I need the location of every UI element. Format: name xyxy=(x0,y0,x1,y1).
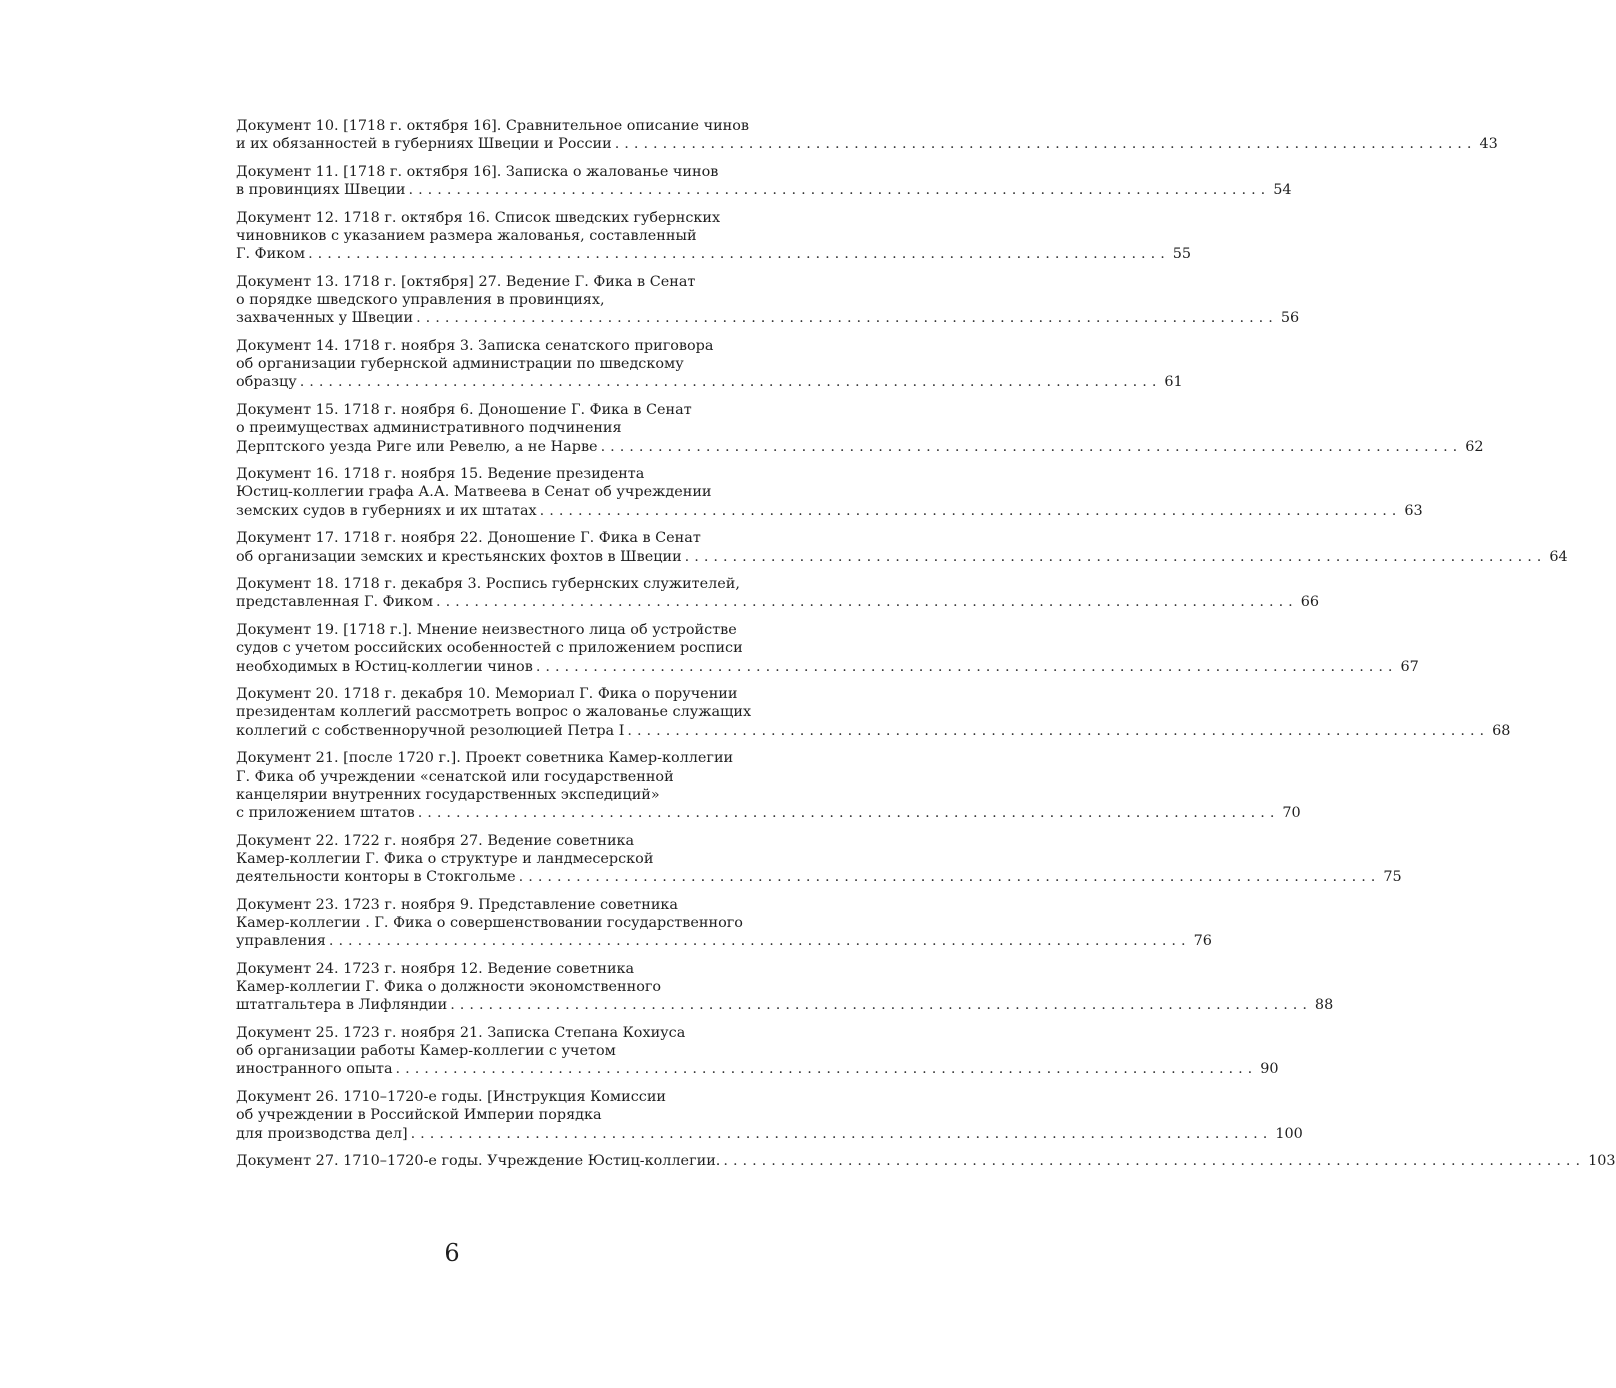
toc-entry-line: необходимых в Юстиц-коллегии чинов xyxy=(236,658,533,675)
toc-entry-last-line xyxy=(236,804,1301,822)
dot-leader: .......................................................................................... xyxy=(395,1061,1258,1078)
toc-entry-line: Камер-коллегии Г. Фика о должности экономственного xyxy=(236,979,662,996)
dot-leader: .......................................................................................... xyxy=(684,548,1547,565)
toc-entry-line: представленная Г. Фиком xyxy=(236,594,434,611)
toc-entry-line: Документ 18. 1718 г. декабря 3. Роспись губернских служителей, xyxy=(236,576,740,593)
dot-leader: .......................................................................................... xyxy=(417,805,1280,821)
toc-entry-line: Документ 24. 1723 г. ноября 12. Ведение советника xyxy=(236,960,635,977)
toc-entry-last-line xyxy=(236,373,1183,391)
toc-entry xyxy=(236,209,1192,264)
dot-leader: .......................................................................................... xyxy=(299,374,1162,391)
toc-entry-last-line xyxy=(236,593,1320,611)
toc-entry-line: судов с учетом российских особенностей с приложением росписи xyxy=(236,640,743,657)
dot-leader: .......................................................................................... xyxy=(723,1153,1586,1170)
toc-entry-line: иностранного опыта xyxy=(236,1061,393,1078)
dot-leader: .......................................................................................... xyxy=(416,310,1278,327)
toc-entry-line: Камер-коллегии Г. Фика о структуре и ландмесерской xyxy=(236,850,654,867)
toc-entry xyxy=(236,1088,1303,1143)
toc-entry-line: Документ 11. [1718 г. октября 16]. Записка о жалованье чинов xyxy=(236,163,719,180)
toc-entry-line: деятельности конторы в Стокгольме xyxy=(236,869,516,886)
toc-entry-line: Документ 13. 1718 г. [октября] 27. Ведение Г. Фика в Сенат xyxy=(236,273,696,290)
toc-entry-line: Дерптского уезда Риге или Ревелю, а не Нарве xyxy=(236,438,598,455)
toc-entry xyxy=(236,1152,1616,1170)
toc-entry xyxy=(236,117,1498,153)
toc-entry xyxy=(236,960,1334,1015)
toc-entry-page: 61 xyxy=(1164,374,1183,391)
dot-leader: .......................................................................................... xyxy=(614,136,1477,153)
dot-leader: .......................................................................................... xyxy=(410,1125,1273,1142)
toc-entry-line: Документ 22. 1722 г. ноября 27. Ведение советника xyxy=(236,832,635,849)
toc-entry-line: в провинциях Швеции xyxy=(236,182,406,199)
toc-entry-last-line xyxy=(236,1060,1279,1078)
toc-entry-page: 68 xyxy=(1492,722,1511,739)
toc-entry-line: с приложением штатов xyxy=(236,805,415,821)
toc-entry-line: Юстиц-коллегии графа А.А. Матвеева в Сенат об учреждении xyxy=(236,484,712,501)
toc-entry-line: Документ 26. 1710–1720-е годы. [Инструкция Комиссии xyxy=(236,1089,667,1106)
toc-entry xyxy=(236,163,1292,199)
toc-entry xyxy=(236,621,1419,676)
toc-entry-line: Г. Фика об учреждении «сенатской или государственной xyxy=(236,768,674,785)
toc-entry-line: о порядке шведского управления в провинциях, xyxy=(236,292,605,309)
toc-entry-page: 43 xyxy=(1479,136,1498,153)
toc-entry-line: захваченных у Швеции xyxy=(236,310,414,327)
toc-entry-page: 54 xyxy=(1273,182,1292,199)
toc-entry-line: образцу xyxy=(236,374,297,391)
toc-entry-last-line xyxy=(236,181,1292,199)
toc-entry xyxy=(236,749,1301,822)
dot-leader: .......................................................................................... xyxy=(328,933,1191,950)
toc-entry-line: Документ 20. 1718 г. декабря 10. Мемориал Г. Фика о поручении xyxy=(236,686,738,703)
toc-entry-line: об организации губернской администрации по шведскому xyxy=(236,356,684,373)
toc-entry-page: 90 xyxy=(1260,1061,1279,1078)
toc-entry-line: Камер-коллегии . Г. Фика о совершенствовании государственного xyxy=(236,915,743,932)
toc-entry-line: об учреждении в Российской Империи порядка xyxy=(236,1107,602,1124)
dot-leader: .......................................................................................... xyxy=(408,182,1271,199)
toc-entry xyxy=(236,337,1183,392)
dot-leader: .......................................................................................... xyxy=(450,997,1312,1014)
toc-entry xyxy=(236,273,1300,328)
toc-entry-line: Документ 17. 1718 г. ноября 22. Доношение Г. Фика в Сенат xyxy=(236,530,701,547)
toc-entry-line: Документ 16. 1718 г. ноября 15. Ведение президента xyxy=(236,466,645,483)
toc-entry-last-line xyxy=(236,1125,1303,1143)
toc-entry xyxy=(236,401,1484,456)
toc-entry-page: 100 xyxy=(1275,1125,1303,1142)
toc-entry-page: 88 xyxy=(1314,997,1334,1014)
toc-entry-page: 66 xyxy=(1300,594,1320,611)
toc-entry-page: 62 xyxy=(1465,438,1484,455)
toc-entry-line: об организации работы Камер-коллегии с учетом xyxy=(236,1043,616,1060)
toc-entry xyxy=(236,575,1320,611)
toc-entry-line: президентам коллегий рассмотреть вопрос о жалованье служащих xyxy=(236,704,752,721)
toc-entry-page: 67 xyxy=(1400,658,1419,675)
toc-entry-last-line xyxy=(236,932,1212,950)
toc-entry-page: 64 xyxy=(1549,548,1568,565)
dot-leader: .......................................................................................... xyxy=(436,594,1298,611)
toc-entry-line: для производства дел] xyxy=(236,1125,408,1142)
toc-entry xyxy=(236,685,1511,740)
toc-entry-line: Документ 21. [после 1720 г.]. Проект советника Камер-коллегии xyxy=(236,750,734,767)
toc-entry-page: 55 xyxy=(1172,246,1192,263)
table-of-contents xyxy=(236,117,1616,1180)
toc-entry xyxy=(236,465,1423,520)
toc-entry-last-line xyxy=(236,309,1300,327)
toc-entry-line: Документ 14. 1718 г. ноября 3. Записка сенатского приговора xyxy=(236,338,714,355)
toc-entry-line: Документ 10. [1718 г. октября 16]. Сравнительное описание чинов xyxy=(236,118,750,134)
toc-entry-line: Документ 27. 1710–1720-е годы. Учреждение Юстиц-коллегии. xyxy=(236,1153,721,1170)
dot-leader: .......................................................................................... xyxy=(627,722,1490,739)
page-number: 6 xyxy=(444,1239,460,1267)
toc-entry-last-line xyxy=(236,658,1419,676)
toc-entry xyxy=(236,529,1568,565)
toc-entry-last-line xyxy=(236,548,1568,566)
toc-entry-last-line xyxy=(236,502,1423,520)
toc-entry-last-line xyxy=(236,245,1192,263)
toc-entry-line: о преимуществах административного подчинения xyxy=(236,420,622,437)
toc-entry-line: чиновников с указанием размера жалованья, составленный xyxy=(236,228,697,245)
toc-entry-last-line xyxy=(236,868,1402,886)
toc-entry-last-line xyxy=(236,1152,1616,1170)
dot-leader: .......................................................................................... xyxy=(600,438,1463,455)
toc-entry xyxy=(236,832,1402,887)
toc-entry-line: коллегий с собственноручной резолюцией Петра I xyxy=(236,722,625,739)
toc-entry-line: Документ 25. 1723 г. ноября 21. Записка Степана Кохиуса xyxy=(236,1025,686,1042)
toc-entry-page: 63 xyxy=(1404,502,1423,519)
toc-entry-line: Г. Фиком xyxy=(236,246,306,263)
toc-entry-line: об организации земских и крестьянских фохтов в Швеции xyxy=(236,548,682,565)
dot-leader: .......................................................................................... xyxy=(535,658,1398,675)
dot-leader: .......................................................................................... xyxy=(518,869,1381,886)
toc-entry-last-line xyxy=(236,135,1498,153)
toc-entry-line: Документ 19. [1718 г.]. Мнение неизвестного лица об устройстве xyxy=(236,622,737,639)
toc-entry-line: управления xyxy=(236,933,326,950)
toc-entry-line: канцелярии внутренних государственных экспедиций» xyxy=(236,786,660,803)
toc-entry-page: 75 xyxy=(1383,869,1402,886)
toc-entry-line: Документ 12. 1718 г. октября 16. Список шведских губернских xyxy=(236,209,721,226)
toc-entry-last-line xyxy=(236,438,1484,456)
toc-entry-line: и их обязанностей в губерниях Швеции и России xyxy=(236,136,612,153)
toc-entry xyxy=(236,1024,1279,1079)
dot-leader: .......................................................................................... xyxy=(308,246,1170,263)
toc-entry-page: 103 xyxy=(1588,1153,1616,1170)
toc-entry-line: Документ 15. 1718 г. ноября 6. Доношение Г. Фика в Сенат xyxy=(236,402,692,419)
toc-entry-line: земских судов в губерниях и их штатах xyxy=(236,502,537,519)
toc-entry-page: 70 xyxy=(1282,805,1301,821)
dot-leader: .......................................................................................... xyxy=(539,502,1402,519)
toc-entry-page: 76 xyxy=(1193,933,1212,950)
toc-entry-last-line xyxy=(236,996,1334,1014)
toc-entry-line: Документ 23. 1723 г. ноября 9. Представление советника xyxy=(236,896,679,913)
toc-entry xyxy=(236,896,1212,951)
toc-entry-line: штатгальтера в Лифляндии xyxy=(236,997,448,1014)
toc-entry-last-line xyxy=(236,722,1511,740)
toc-entry-page: 56 xyxy=(1280,310,1300,327)
